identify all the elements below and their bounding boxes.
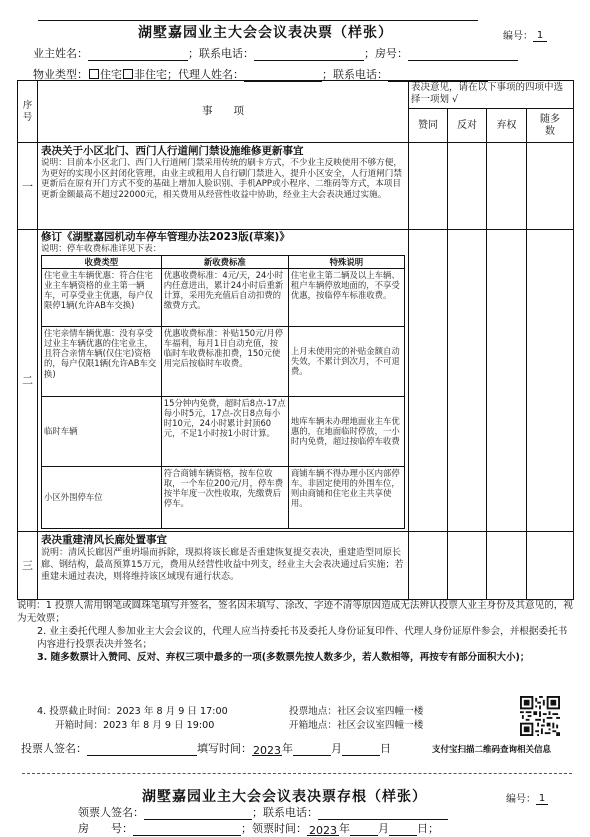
fee-row xyxy=(42,466,405,528)
fee-standard-cell: 15分钟内免费，超时后8点-17点每小时5元，17点-次日8点每小时10元，24小时累计封顶60元，不足1小时按1小时计算。 xyxy=(161,396,288,466)
stub-receiver-field[interactable] xyxy=(144,808,252,820)
fee-standard-cell: 优惠收费标准：补贴150元/月停车福利，每月1日自动充值，按临时车收费标准扣费，150元使用完后按临时车收费。 xyxy=(161,326,288,396)
fee-special-cell: 上月未使用完的补贴金额自动失效，不累计到次月，不可退费。 xyxy=(288,326,404,396)
fill-year[interactable]: 2023 xyxy=(253,744,281,757)
item-3-description: 说明：清风长廊因严重坍塌而拆除，现拟将该长廊是否重建恢复提交表决，重建造型同原长廊、钢结构，最高预算15万元，费用从经营性收益中列支，经业主大会表决通过后实施；若重建未通过表决，则将维持该区域现有通行状态。 xyxy=(41,547,404,582)
item-3-vote-oppose[interactable] xyxy=(448,531,487,599)
item-header: 事 项 xyxy=(38,81,409,143)
stub-serial-label: 编号： xyxy=(506,794,536,805)
non-residential-checkbox[interactable] xyxy=(123,69,133,79)
fill-day-field[interactable] xyxy=(342,744,380,756)
stub-contact-field[interactable] xyxy=(318,808,448,820)
item-1-vote-abstain[interactable] xyxy=(487,143,527,230)
item-1-seq: 一 xyxy=(18,143,38,230)
item-2-vote-abstain[interactable] xyxy=(487,230,527,532)
qr-code[interactable] xyxy=(520,696,560,736)
proxy-name-label: ；代理人姓名： xyxy=(167,68,244,81)
item-row-3 xyxy=(18,531,574,599)
item-1-title: 表决关于小区北门、西门人行道闸门禁设施维修更新事宜 xyxy=(41,145,304,157)
fee-special-cell: 商铺车辆不得办理小区内部停车。非固定使用的外围车位，则由商铺和住宅业主共享使用。 xyxy=(288,466,404,528)
room-label: ；房号： xyxy=(364,47,408,60)
vote-instruction: 表决意见，请在以下事项的四项中选择一项划 √ xyxy=(409,81,574,109)
note-5a: 开箱时间：2023 年 8 月 9 日 19:00 xyxy=(55,720,215,731)
ballot-title: 湖墅嘉园业主大会会议表决票（样张） xyxy=(138,25,393,41)
item-1-vote-oppose[interactable] xyxy=(448,143,487,230)
fee-standard-cell: 优惠收费标准：4元/天，24小时内任意进出，累计24小时后重新计算，采用先充值后自动扣费的缴费方式。 xyxy=(161,268,288,326)
stub-title: 湖墅嘉园业主大会会议表决票存根（样张） xyxy=(142,789,427,805)
serial-label: 编号： xyxy=(503,31,533,42)
stub-receiver-label: 领票人签名： xyxy=(78,806,144,819)
year-suffix: 年 xyxy=(282,742,293,755)
proxy-contact-label: ；联系电话： xyxy=(322,68,388,81)
stub-room-field[interactable] xyxy=(133,824,241,836)
item-row-2 xyxy=(18,230,574,532)
fee-header-standard: 新收费标准 xyxy=(161,255,288,268)
stub-day-suffix: 日； xyxy=(417,822,439,835)
stub-serial xyxy=(506,790,548,805)
seq-header xyxy=(18,81,38,143)
vote-oppose-header: 反对 xyxy=(448,109,487,143)
fee-type-cell: 住宅亲情车辆优惠：没有享受过业主车辆优惠的住宅业主，且符合亲情车辆(仅住宅)资格的，每户仅限1辆(允许AB车交换) xyxy=(42,326,162,396)
item-2-vote-approve[interactable] xyxy=(409,230,448,532)
stub-day-field[interactable] xyxy=(389,824,417,836)
vote-majority-text: 随多数 xyxy=(540,113,560,137)
signature-row xyxy=(21,740,391,756)
seq-header-text: 序号 xyxy=(22,99,33,123)
item-3-vote-abstain[interactable] xyxy=(487,531,527,599)
ballot-serial xyxy=(503,27,547,42)
fee-header-special: 特殊说明 xyxy=(288,255,404,268)
room-field[interactable] xyxy=(408,49,518,61)
parking-fee-table xyxy=(41,255,405,529)
item-2-content xyxy=(38,230,409,532)
note-4b: 投票地点：社区会议室四幢一楼 xyxy=(289,706,424,717)
item-1-vote-approve[interactable] xyxy=(409,143,448,230)
owner-name-label: 业主姓名： xyxy=(33,47,88,60)
residential-label: 住宅 xyxy=(100,68,122,81)
note-5b: 开箱地点：社区会议室四幢一楼 xyxy=(289,720,424,731)
vote-abstain-header: 弃权 xyxy=(487,109,527,143)
note-2: 2. 业主委托代理人参加业主大会会议的，代理人应当持委托书及委托人身份证复印件、代理人身份证原件参会，并根据委托书内容进行投票表决并签名； xyxy=(37,626,568,650)
top-divider xyxy=(38,20,478,21)
fee-type-cell: 住宅业主车辆优惠：符合住宅业主车辆资格的业主第一辆车，可享受业主优惠，每户仅限停1辆(允许AB车交换) xyxy=(42,268,162,326)
item-1-description: 说明：目前本小区北门、西门人行道闸门禁采用传统的刷卡方式，不少业主反映使用不够方便，为更好的实现小区封闭化管理，由业主或租用人自行刷门禁进入，提升小区安全，人行道闸门禁更新后在原有开门方式不变的基础上增加人脸识别、手机APP或小程序、二维码等方式，本项目更新金额最高不超过22000元，相关费用从经营性收益中协助，经业主大会表决通过实施。 xyxy=(41,158,402,200)
item-2-vote-oppose[interactable] xyxy=(448,230,487,532)
item-2-description: 说明：停车收费标准详见下表： xyxy=(41,244,162,254)
fee-row xyxy=(42,396,405,466)
stub-serial-value: 1 xyxy=(536,793,548,805)
fee-special-cell: 地库车辆未办理地面业主车优惠的，在地面临时停放，一小时内免费，超过按临停车收费 xyxy=(288,396,404,466)
item-3-seq: 三 xyxy=(18,531,38,599)
serial-value: 1 xyxy=(533,30,547,42)
item-2-seq: 二 xyxy=(18,230,38,532)
item-3-title: 表决重建清风长廊处置事宜 xyxy=(41,533,167,546)
notes-section xyxy=(17,599,573,664)
qr-caption: 支付宝扫描二维码查询相关信息 xyxy=(432,745,552,755)
item-row-1 xyxy=(18,143,574,230)
contact-label: ；联系电话： xyxy=(188,47,254,60)
owner-info-row xyxy=(33,45,518,61)
residential-checkbox[interactable] xyxy=(89,69,99,79)
signature-field[interactable] xyxy=(87,744,197,756)
note-3: 3. 随多数票计入赞同、反对、弃权三项中最多的一项(多数票先按人数多少，若人数相等，再按专有部分面积大小)； xyxy=(37,652,530,663)
vote-majority-header xyxy=(527,109,574,143)
fee-standard-cell: 符合商铺车辆资格，按车位收取，一个车位200元/月，停车费按半年度一次性收取，先缴费后停车。 xyxy=(161,466,288,528)
vote-approve-header: 赞同 xyxy=(409,109,448,143)
cut-line xyxy=(22,773,572,774)
stub-receive-time-label: ；领票时间： xyxy=(241,822,307,835)
month-suffix: 月 xyxy=(331,742,342,755)
stub-month-suffix: 月 xyxy=(378,822,389,835)
fee-header-type: 收费类型 xyxy=(42,255,162,268)
property-type-label: 物业类型： xyxy=(33,68,88,81)
fee-row xyxy=(42,326,405,396)
fill-month-field[interactable] xyxy=(293,744,331,756)
fee-type-cell: 小区外围停车位 xyxy=(42,466,162,528)
day-suffix: 日 xyxy=(380,742,391,755)
item-2-vote-majority[interactable] xyxy=(527,230,574,532)
stub-receiver-row xyxy=(78,804,448,820)
fee-special-cell: 住宅业主第二辆及以上车辆、租户车辆停放地面的，不享受优惠，按临停车标准收费。 xyxy=(288,268,404,326)
item-1-content xyxy=(38,143,409,230)
voting-table xyxy=(17,80,574,600)
item-3-vote-majority[interactable] xyxy=(527,531,574,599)
non-residential-label: 非住宅 xyxy=(134,68,167,81)
owner-name-field[interactable] xyxy=(88,49,188,61)
item-3-vote-approve[interactable] xyxy=(409,531,448,599)
note-1: 说明：1 投票人需用钢笔或圆珠笔填写并签名，签名因未填写、涂改、字迹不清等原因造成无法辨认投票人业主身份及其意见的，视为无效票； xyxy=(17,600,573,624)
signature-label: 投票人签名： xyxy=(21,742,87,755)
fee-header-row xyxy=(42,255,405,268)
stub-year-suffix: 年 xyxy=(339,822,350,835)
item-1-vote-majority[interactable] xyxy=(527,143,574,230)
fee-type-cell: 临时车辆 xyxy=(42,396,162,466)
item-2-title: 修订《湖墅嘉园机动车停车管理办法2023版(草案)》 xyxy=(41,231,290,243)
stub-receive-year[interactable]: 2023 xyxy=(309,824,337,837)
stub-month-field[interactable] xyxy=(350,824,378,836)
stub-contact-label: ；联系电话： xyxy=(252,806,318,819)
stub-room-row xyxy=(78,820,439,836)
stub-room-label: 房 号： xyxy=(78,822,133,835)
fee-row xyxy=(42,268,405,326)
fill-time-label: 填写时间： xyxy=(197,742,252,755)
contact-field[interactable] xyxy=(254,49,364,61)
item-3-content xyxy=(38,531,409,599)
note-4a: 4. 投票截止时间：2023 年 8 月 9 日 17:00 xyxy=(37,706,228,717)
